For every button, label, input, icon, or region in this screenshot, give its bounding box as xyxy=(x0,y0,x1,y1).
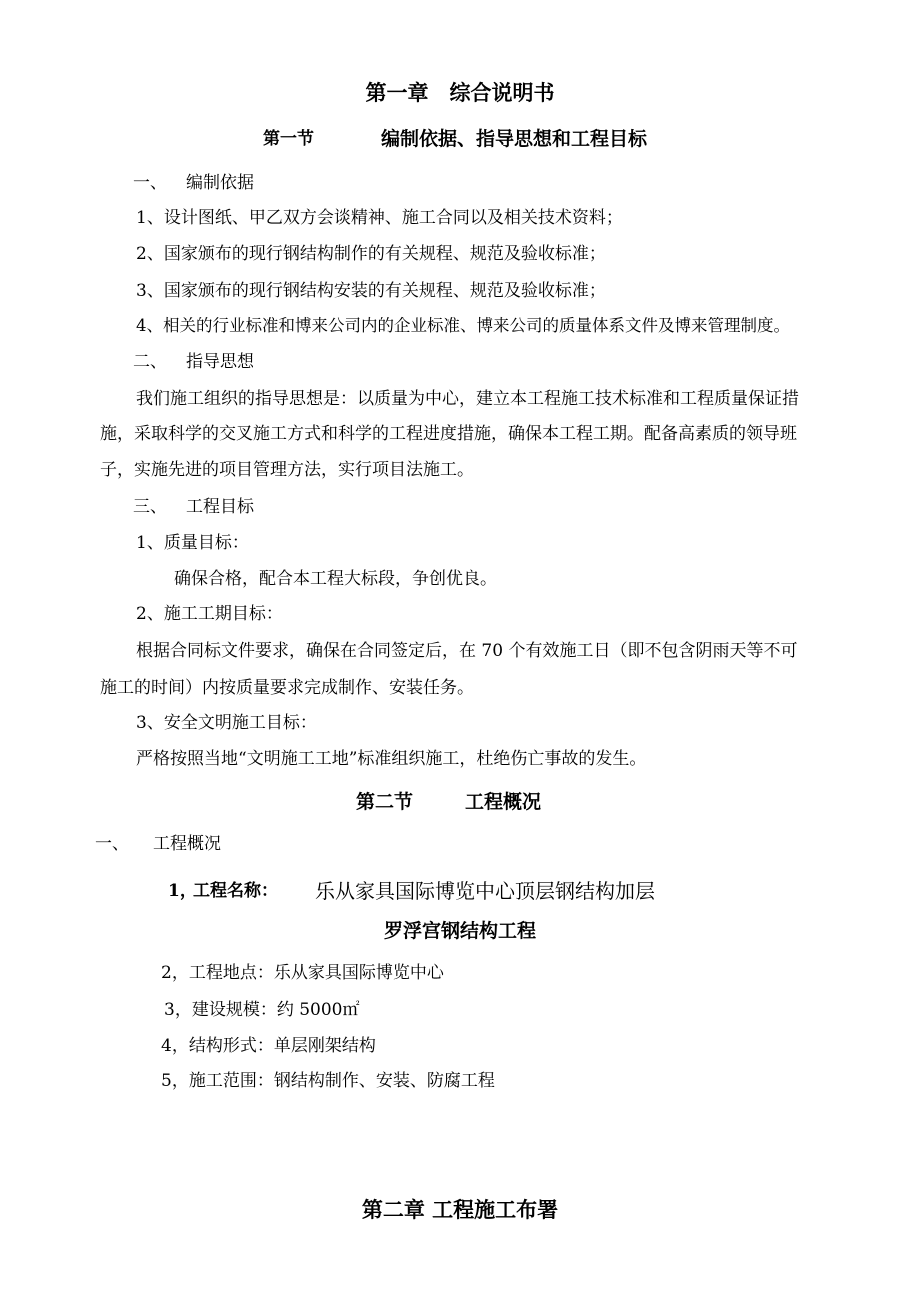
chapter-1-title: 第一章 综合说明书 xyxy=(365,80,555,105)
overview-item-scope: 5，施工范围：钢结构制作、安装、防腐工程 xyxy=(161,1071,495,1091)
project-name-value: 乐从家具国际博览中心顶层钢结构加层 xyxy=(315,879,655,903)
section-1-title: 编制依据、指导思想和工程目标 xyxy=(381,128,648,150)
guiding-line-1: 我们施工组织的指导思想是：以质量为中心，建立本工程施工技术标准和工程质量保证措 xyxy=(136,389,799,409)
goals-heading-number: 三、 xyxy=(133,497,167,517)
quality-goal-text: 确保合格，配合本工程大标段，争创优良。 xyxy=(174,569,497,589)
safety-goal-label: 3、安全文明施工目标： xyxy=(136,713,317,733)
schedule-goal-line-2: 施工的时间）内按质量要求完成制作、安装任务。 xyxy=(100,678,474,698)
project-name-prefix: 1， xyxy=(168,881,197,901)
schedule-goal-line-1: 根据合同标文件要求，确保在合同签定后，在 70 个有效施工日（即不包含阴雨天等不可 xyxy=(136,641,798,661)
overview-item-structure: 4，结构形式：单层刚架结构 xyxy=(161,1036,376,1056)
section-2-number: 第二节 xyxy=(356,791,414,813)
overview-item-location: 2，工程地点：乐从家具国际博览中心 xyxy=(161,963,444,983)
overview-heading: 工程概况 xyxy=(153,834,221,854)
basis-item-3: 3、国家颁布的现行钢结构安装的有关规程、规范及验收标准； xyxy=(136,281,606,301)
chapter-2-title: 第二章 工程施工布署 xyxy=(361,1197,559,1222)
overview-item-scale: 3，建设规模：约 5000㎡ xyxy=(164,1000,360,1020)
guiding-line-3: 子，实施先进的项目管理方法，实行项目法施工。 xyxy=(100,460,474,480)
basis-heading-number: 一、 xyxy=(133,173,167,193)
schedule-goal-label: 2、施工工期目标： xyxy=(136,604,283,624)
guiding-line-2: 施，采取科学的交叉施工方式和科学的工程进度措施，确保本工程工期。配备高素质的领导班 xyxy=(100,424,797,444)
project-name-line-2: 罗浮宫钢结构工程 xyxy=(383,920,536,942)
basis-item-4: 4、相关的行业标准和博来公司内的企业标准、博来公司的质量体系文件及博来管理制度。 xyxy=(136,316,790,335)
section-2-title: 工程概况 xyxy=(465,791,542,813)
guiding-heading-number: 二、 xyxy=(133,352,167,372)
basis-item-1: 1、设计图纸、甲乙双方会谈精神、施工合同以及相关技术资料； xyxy=(136,208,623,228)
quality-goal-label: 1、质量目标： xyxy=(136,533,249,553)
project-name-label: 工程名称： xyxy=(193,881,278,901)
overview-heading-number: 一、 xyxy=(95,834,129,854)
section-1-number: 第一节 xyxy=(263,129,314,149)
goals-heading: 工程目标 xyxy=(186,497,254,517)
safety-goal-text: 严格按照当地“文明施工工地”标准组织施工，杜绝伤亡事故的发生。 xyxy=(136,749,647,769)
basis-heading: 编制依据 xyxy=(186,173,254,193)
guiding-heading: 指导思想 xyxy=(186,352,254,372)
basis-item-2: 2、国家颁布的现行钢结构制作的有关规程、规范及验收标准； xyxy=(136,244,606,264)
